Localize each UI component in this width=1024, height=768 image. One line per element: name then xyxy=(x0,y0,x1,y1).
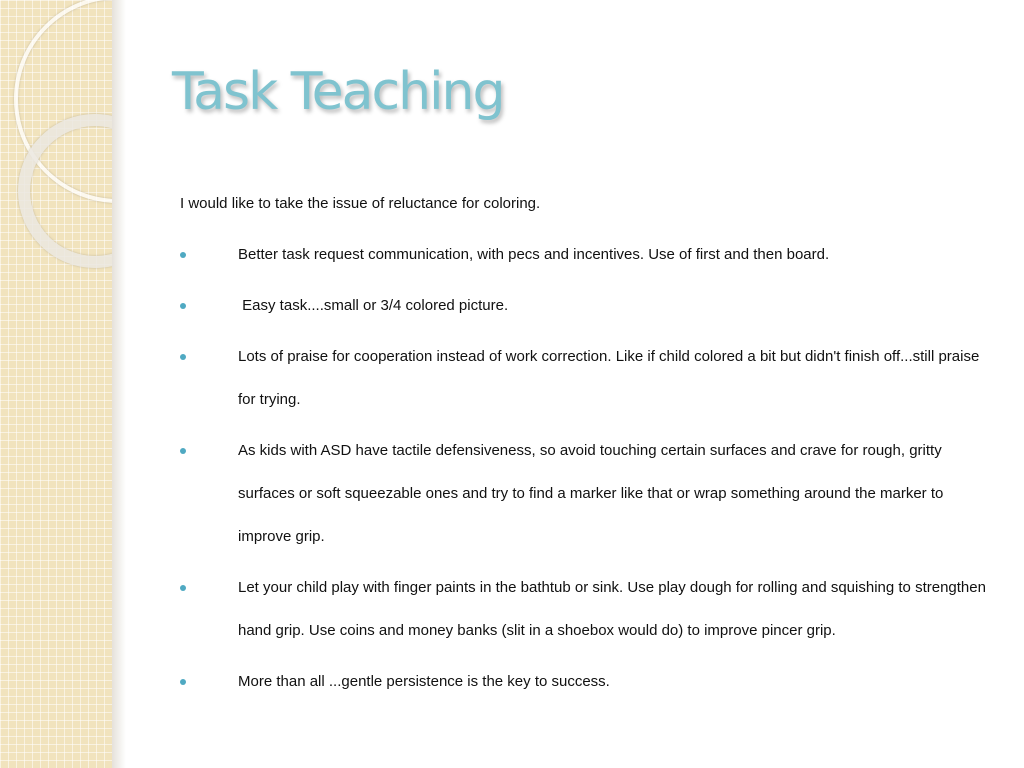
bullet-text: Better task request communication, with pecs and incentives. Use of first and then board. xyxy=(238,246,830,263)
bullet-text: As kids with ASD have tactile defensiveness, so avoid touching certain surfaces and crave for rough, gritty surfaces or soft squeezable ones and try to find a marker like that or wrap something around the marker to improve grip. xyxy=(238,442,944,545)
slide-body xyxy=(180,182,1000,711)
bullet-item xyxy=(180,233,1000,276)
bullet-item xyxy=(180,284,1000,327)
bullet-list xyxy=(180,233,1000,703)
bullet-item xyxy=(180,429,1000,558)
decorative-sidebar xyxy=(0,0,112,768)
bullet-dot-icon xyxy=(180,585,186,591)
slide-title: Task Teaching xyxy=(172,62,504,122)
bullet-dot-icon xyxy=(180,252,186,258)
bullet-text: Lots of praise for cooperation instead of work correction. Like if child colored a bit but didn't finish off...still praise for trying. xyxy=(238,348,980,408)
bullet-dot-icon xyxy=(180,679,186,685)
bullet-text: Let your child play with finger paints in the bathtub or sink. Use play dough for rolling and squishing to strengthen hand grip. Use coins and money banks (slit in a shoebox would do) to improve pincer grip. xyxy=(238,579,986,639)
bullet-dot-icon xyxy=(180,354,186,360)
bullet-text: Easy task....small or 3/4 colored picture. xyxy=(238,297,509,314)
bullet-dot-icon xyxy=(180,448,186,454)
bullet-item xyxy=(180,660,1000,703)
sidebar-shadow xyxy=(112,0,126,768)
intro-text: I would like to take the issue of reluctance for coloring. xyxy=(180,195,541,212)
bullet-item xyxy=(180,566,1000,652)
bullet-text: More than all ...gentle persistence is the key to success. xyxy=(238,673,610,690)
bullet-item xyxy=(180,335,1000,421)
bullet-dot-icon xyxy=(180,303,186,309)
